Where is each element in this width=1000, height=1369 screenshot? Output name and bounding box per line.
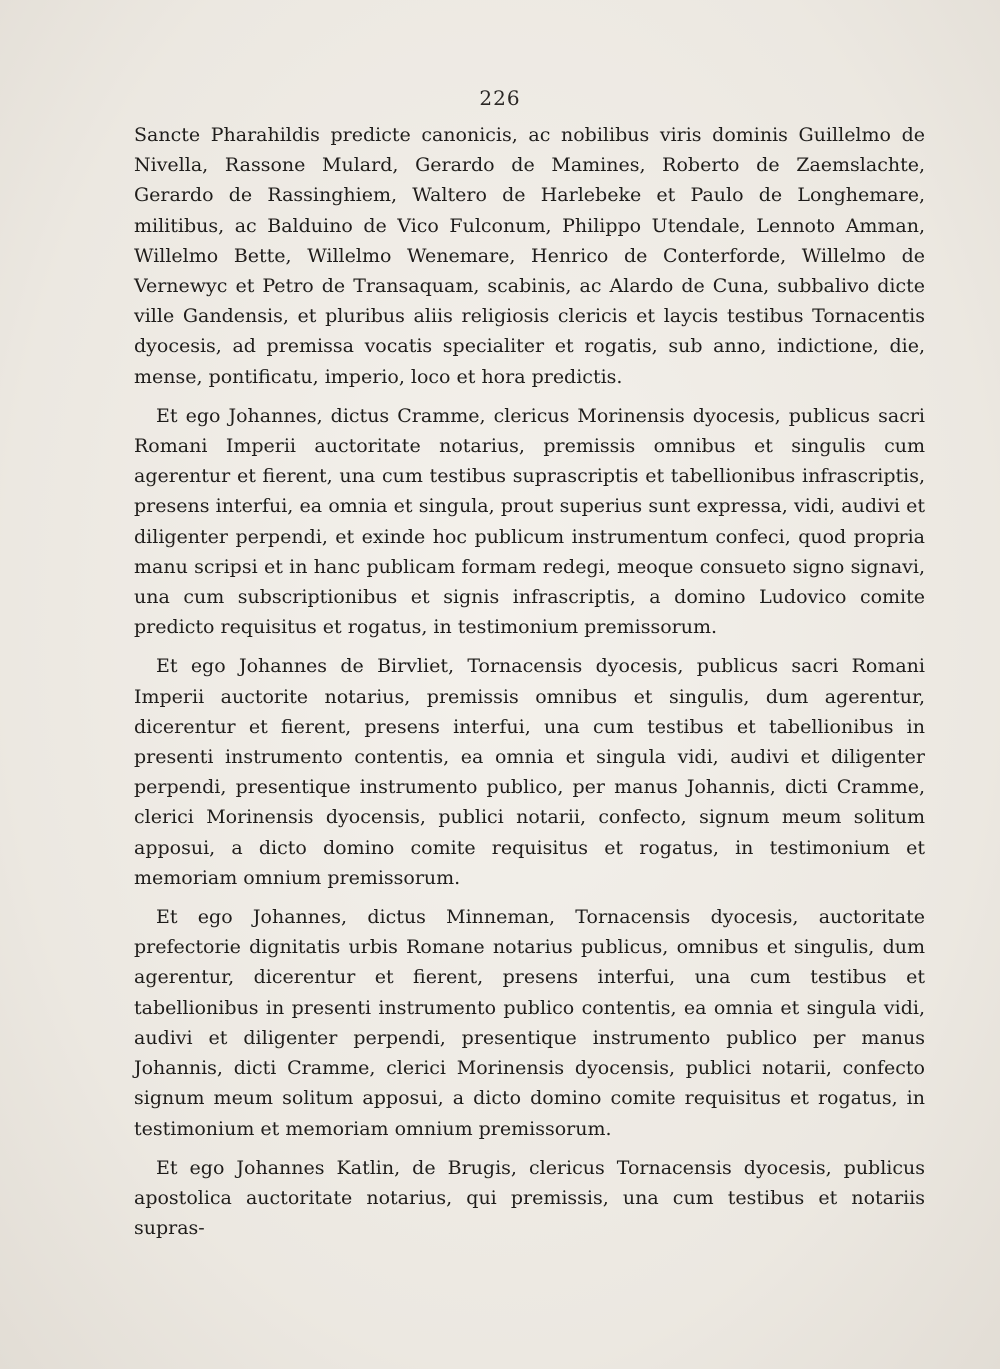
page-number: 226 xyxy=(479,86,521,110)
paragraph-5: Et ego Johannes Katlin, de Brugis, clericus Tornacensis dyocesis, publicus apostolica auctoritate notarius, qui premissis, una cum testibus et notariis supras- xyxy=(134,1156,925,1240)
paragraph-1: Sancte Pharahildis predicte canonicis, ac nobilibus viris dominis Guillelmo de Nivella, Rassone Mulard, Gerardo de Mamines, Roberto de Zaemslachte, Gerardo de Rassinghiem, Waltero de Harlebeke et Paulo de Longhemare, militibus, ac Balduino de Vico Fulconum, Philippo Utendale, Lennoto Amman, Willelmo Bette, Willelmo Wenemare, Henrico de Conterforde, Willelmo de Vernewyc et Petro de Transaquam, scabinis, ac Alardo de Cuna, subbalivo dicte ville Gandensis, et pluribus aliis religiosis clericis et laycis testibus Tornacentis dyocesis, ad premissa vocatis specialiter et rogatis, sub anno, indictione, die, mense, pontificatu, imperio, loco et hora predictis. xyxy=(134,124,925,388)
paragraph-3: Et ego Johannes de Birvliet, Tornacensis dyocesis, publicus sacri Romani Imperii auctorite notarius, premissis omnibus et singulis, dum agerentur, dicerentur et fierent, presens interfui, una cum testibus et tabellionibus in presenti instrumento contentis, ea omnia et singula vidi, audivi et diligenter perpendi, presentique instrumento publico, per manus Johannis, dicti Cramme, clerici Morinensis dyocensis, publici notarii, confecto, signum meum solitum apposui, a dicto domino comite requisitus et rogatus, in testimonium et memoriam omnium premissorum. xyxy=(134,655,925,889)
paragraph-4: Et ego Johannes, dictus Minneman, Tornacensis dyocesis, auctoritate prefectorie dignitatis urbis Romane notarius publicus, omnibus et singulis, dum agerentur, dicerentur et fierent, presens interfui, una cum testibus et tabellionibus in presenti instrumento publico contentis, ea omnia et singula vidi, audivi et diligenter perpendi, presentique instrumento publico per manus Johannis, dicti Cramme, clerici Morinensis dyocensis, publici notarii, confecto signum meum solitum apposui, a dicto domino comite requisitus et rogatus, in testimonium et memoriam omnium premissorum. xyxy=(134,906,925,1140)
paragraph-2: Et ego Johannes, dictus Cramme, clericus Morinensis dyocesis, publicus sacri Romani Imperii auctoritate notarius, premissis omnibus et singulis cum agerentur et fierent, una cum testibus suprascriptis et tabellionibus infrascriptis, presens interfui, ea omnia et singula, prout superius sunt expressa, vidi, audivi et diligenter perpendi, et exinde hoc publicum instrumentum confeci, quod propria manu scripsi et in hanc publicam formam redegi, meoque consueto signo signavi, una cum subscriptionibus et signis infrascriptis, a domino Ludovico comite predicto requisitus et rogatus, in testimonium premissorum. xyxy=(134,404,925,639)
body-text xyxy=(134,120,925,1243)
